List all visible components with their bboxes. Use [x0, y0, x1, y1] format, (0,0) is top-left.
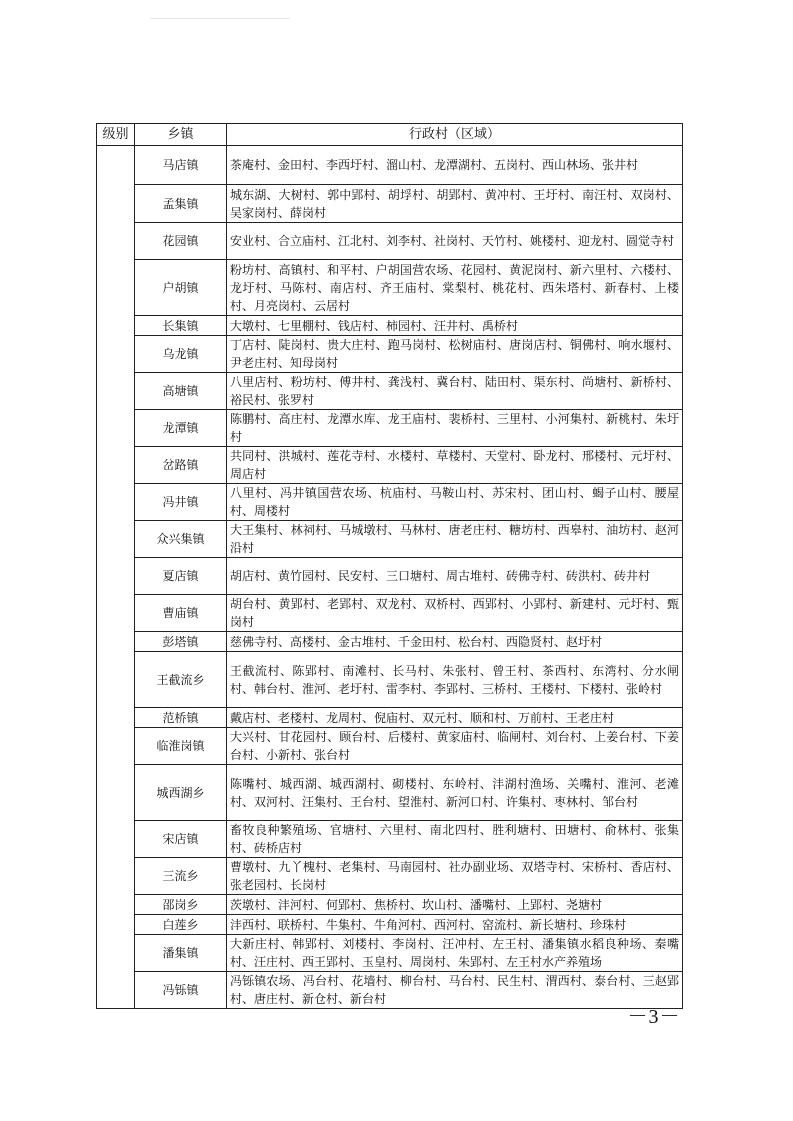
township-cell: 邵岗乡 — [135, 895, 227, 915]
table-row — [97, 858, 683, 895]
table-body — [97, 146, 683, 1009]
table-row — [97, 336, 683, 373]
township-cell: 冯铄镇 — [135, 972, 227, 1009]
table-row — [97, 316, 683, 336]
villages-cell: 曹墩村、九丫槐村、老集村、马南园村、社办副业场、双塔寺村、宋桥村、香店村、张老园村、长岗村 — [227, 858, 683, 895]
villages-cell: 大墩村、七里棚村、钱店村、柿园村、汪井村、禹桥村 — [227, 316, 683, 336]
township-cell: 夏店镇 — [135, 558, 227, 595]
villages-cell: 戴店村、老楼村、龙周村、倪庙村、双元村、顺和村、万前村、王老庄村 — [227, 708, 683, 728]
table-row — [97, 223, 683, 260]
table-row — [97, 484, 683, 521]
villages-cell: 慈佛寺村、高楼村、金古堆村、千金田村、松台村、西隐贤村、赵圩村 — [227, 632, 683, 652]
villages-cell: 八里村、冯井镇国营农场、杭庙村、马鞍山村、苏宋村、团山村、蝎子山村、腰屋村、周楼村 — [227, 484, 683, 521]
township-cell: 三流乡 — [135, 858, 227, 895]
table-row — [97, 447, 683, 484]
township-cell: 花园镇 — [135, 223, 227, 260]
township-cell: 临淮岗镇 — [135, 728, 227, 765]
villages-cell: 畜牧良种繁殖场、官塘村、六里村、南北四村、胜利塘村、田塘村、俞林村、张集村、砖桥店村 — [227, 821, 683, 858]
villages-cell: 共同村、洪城村、莲花寺村、水楼村、草楼村、天堂村、卧龙村、邢楼村、元圩村、周店村 — [227, 447, 683, 484]
villages-cell: 沣西村、联桥村、牛集村、牛角河村、西河村、窑流村、新长塘村、珍珠村 — [227, 915, 683, 935]
table-row — [97, 260, 683, 316]
villages-cell: 丁店村、陡岗村、贵大庄村、跑马岗村、松树庙村、唐岗店村、铜佛村、响水堰村、尹老庄村、知母岗村 — [227, 336, 683, 373]
villages-cell: 陈嘴村、城西湖、城西湖村、砌楼村、东岭村、沣湖村渔场、关嘴村、淮河、老滩村、双河村、汪集村、王台村、望淮村、新河口村、许集村、枣林村、邹台村 — [227, 765, 683, 821]
page-number: －3－ — [627, 1006, 681, 1028]
township-cell: 曹庙镇 — [135, 595, 227, 632]
table-row — [97, 373, 683, 410]
table-row — [97, 521, 683, 558]
township-cell: 彭塔镇 — [135, 632, 227, 652]
table-row — [97, 632, 683, 652]
villages-cell: 大王集村、林祠村、马城墩村、马林村、唐老庄村、糖坊村、西皋村、油坊村、赵河沿村 — [227, 521, 683, 558]
header-township: 乡镇 — [135, 124, 227, 146]
township-cell: 马店镇 — [135, 146, 227, 185]
table-row — [97, 652, 683, 708]
level-cell — [97, 146, 135, 1009]
header-level: 级别 — [97, 124, 135, 146]
villages-cell: 陈鹏村、高庄村、龙潭水库、龙王庙村、裴桥村、三里村、小河集村、新桃村、朱圩村 — [227, 410, 683, 447]
table-row — [97, 185, 683, 223]
township-cell: 白莲乡 — [135, 915, 227, 935]
table-row — [97, 895, 683, 915]
township-cell: 城西湖乡 — [135, 765, 227, 821]
village-table — [96, 123, 683, 1009]
table-row — [97, 915, 683, 935]
villages-cell: 城东湖、大树村、郭中郢村、胡垺村、胡郢村、黄冲村、王圩村、南汪村、双岗村、吴家岗村、薛岗村 — [227, 185, 683, 223]
villages-cell: 胡台村、黄郢村、老郢村、双龙村、双桥村、西郢村、小郢村、新建村、元圩村、甄岗村 — [227, 595, 683, 632]
table-row — [97, 558, 683, 595]
villages-cell: 粉坊村、高镇村、和平村、户胡国营农场、花园村、黄泥岗村、新六里村、六楼村、龙圩村、马陈村、南店村、齐王庙村、棠梨村、桃花村、西朱塔村、新春村、上楼村、月亮岗村、云居村 — [227, 260, 683, 316]
scan-artifact-line — [150, 18, 290, 19]
township-cell: 潘集镇 — [135, 935, 227, 972]
villages-cell: 冯铄镇农场、冯台村、花墙村、柳台村、马台村、民生村、渭西村、泰台村、三赵郢村、唐庄村、新仓村、新台村 — [227, 972, 683, 1009]
township-cell: 岔路镇 — [135, 447, 227, 484]
township-cell: 乌龙镇 — [135, 336, 227, 373]
villages-cell: 八里店村、粉坊村、傅井村、龚浅村、冀台村、陆田村、渠东村、尚塘村、新桥村、裕民村、张罗村 — [227, 373, 683, 410]
villages-cell: 茶庵村、金田村、李西圩村、溜山村、龙潭湖村、五岗村、西山林场、张井村 — [227, 146, 683, 185]
villages-cell: 大兴村、甘花园村、顾台村、后楼村、黄家庙村、临闸村、刘台村、上姜台村、下姜台村、小新村、张台村 — [227, 728, 683, 765]
township-cell: 王截流乡 — [135, 652, 227, 708]
villages-cell: 安业村、合立庙村、江北村、刘李村、社岗村、天竹村、姚楼村、迎龙村、圆觉寺村 — [227, 223, 683, 260]
table-row — [97, 708, 683, 728]
table-row — [97, 410, 683, 447]
township-cell: 众兴集镇 — [135, 521, 227, 558]
township-cell: 宋店镇 — [135, 821, 227, 858]
villages-cell: 王截流村、陈郢村、南滩村、长马村、朱张村、曾王村、茶西村、东湾村、分水闸村、韩台村、淮河、老圩村、雷李村、李郢村、三桥村、王楼村、下楼村、张岭村 — [227, 652, 683, 708]
township-cell: 长集镇 — [135, 316, 227, 336]
table-row — [97, 821, 683, 858]
township-cell: 孟集镇 — [135, 185, 227, 223]
villages-cell: 胡店村、黄竹园村、民安村、三口塘村、周古堆村、砖佛寺村、砖洪村、砖井村 — [227, 558, 683, 595]
table-header-row — [97, 124, 683, 146]
township-cell: 龙潭镇 — [135, 410, 227, 447]
township-cell: 范桥镇 — [135, 708, 227, 728]
header-villages: 行政村（区域） — [227, 124, 683, 146]
table-row — [97, 595, 683, 632]
table-row — [97, 765, 683, 821]
township-cell: 高塘镇 — [135, 373, 227, 410]
villages-cell: 茨墩村、沣河村、何郢村、焦桥村、坎山村、潘嘴村、上郢村、尧塘村 — [227, 895, 683, 915]
township-cell: 冯井镇 — [135, 484, 227, 521]
villages-cell: 大新庄村、韩郢村、刘楼村、李岗村、汪冲村、左王村、潘集镇水稻良种场、秦嘴村、汪庄村、西王郢村、玉皇村、周岗村、朱郢村、左王村水产养殖场 — [227, 935, 683, 972]
table-row — [97, 935, 683, 972]
township-cell: 户胡镇 — [135, 260, 227, 316]
table-row — [97, 146, 683, 185]
table-row — [97, 728, 683, 765]
table-row — [97, 972, 683, 1009]
